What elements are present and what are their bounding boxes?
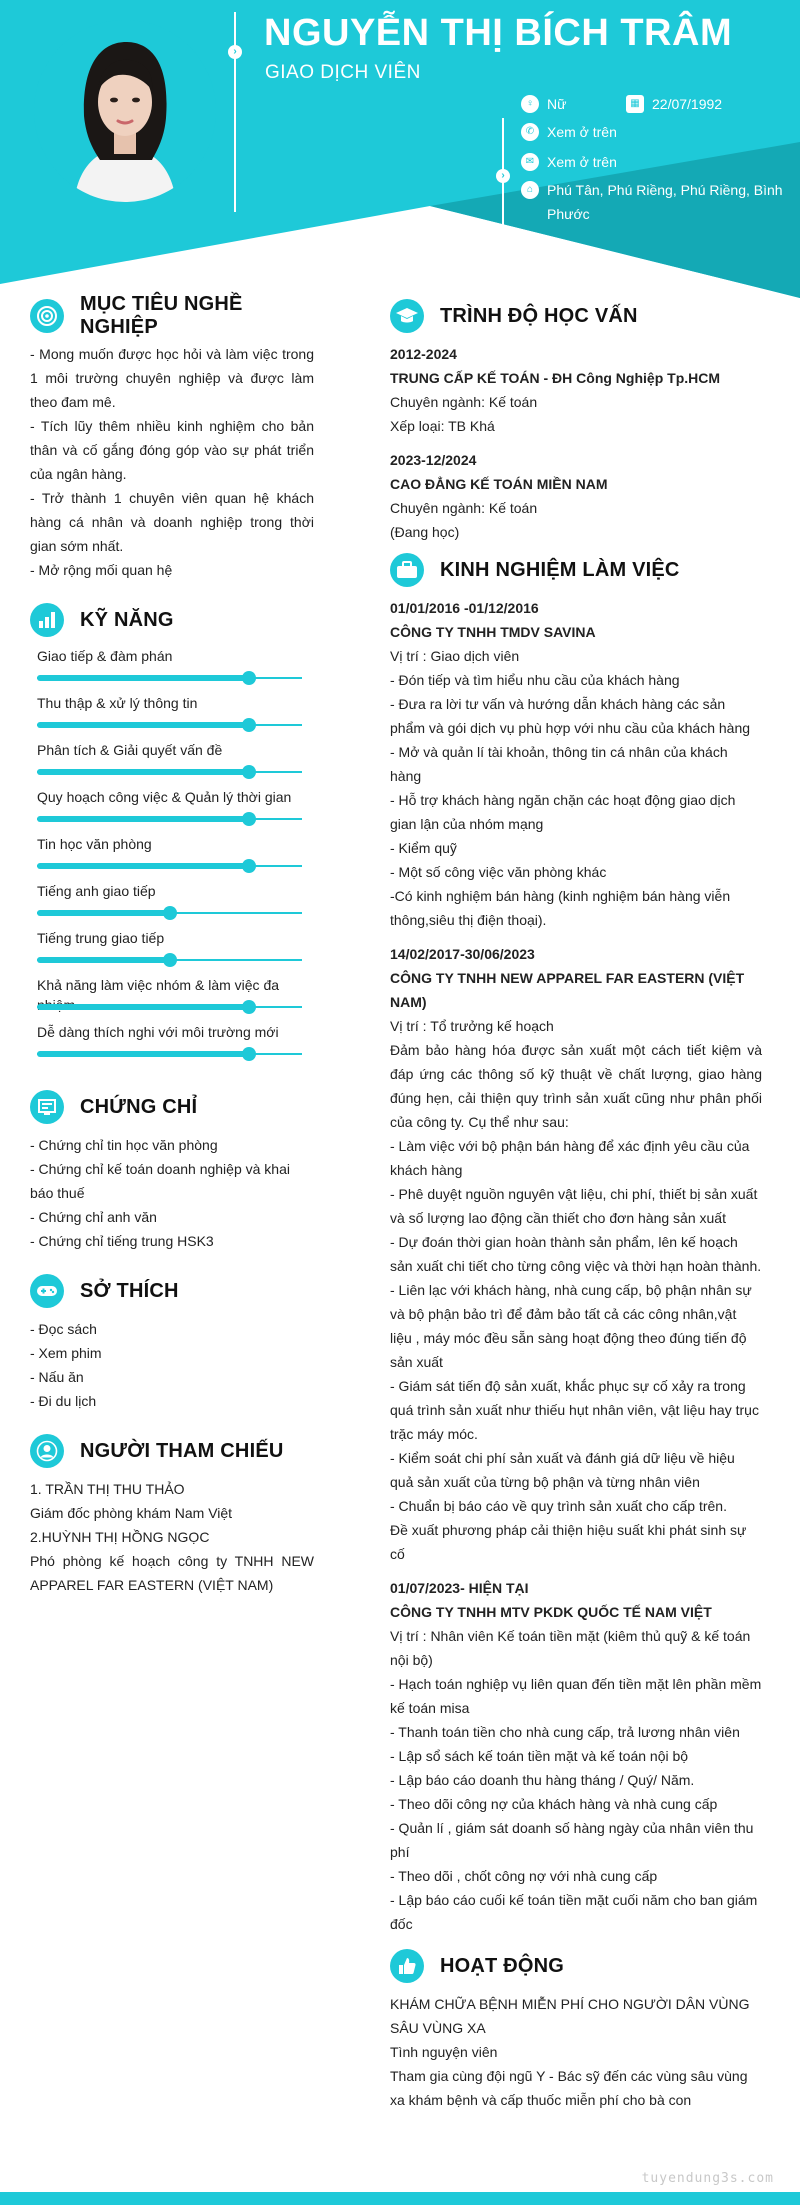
objective-line: - Tích lũy thêm nhiều kinh nghiệm cho bản thân và cố gắng đóng góp vào sự phát triển của ngân hàng. — [30, 418, 314, 482]
section-title: KINH NGHIỆM LÀM VIỆC — [440, 558, 680, 581]
gender-icon: ♀ — [521, 95, 539, 113]
section-title: CHỨNG CHỈ — [80, 1095, 198, 1118]
education-period: 2012-2024 — [390, 346, 457, 362]
skill-level-bar — [37, 1004, 249, 1010]
activities-list — [390, 1992, 762, 2112]
skill-level-knob — [163, 906, 177, 920]
reference-line: 1. TRẦN THỊ THU THẢO — [30, 1481, 185, 1497]
section-education-header — [390, 296, 762, 336]
gender-value: Nữ — [547, 96, 567, 112]
candidate-title: GIAO DỊCH VIÊN — [265, 62, 421, 83]
experience-line: Đề xuất phương pháp cải thiện hiệu suất khi phát sinh sự cố — [390, 1522, 747, 1562]
section-title: TRÌNH ĐỘ HỌC VẤN — [440, 304, 638, 327]
section-references-header — [30, 1431, 314, 1471]
activity-line: KHÁM CHỮA BỆNH MIỄN PHÍ CHO NGƯỜI DÂN VÙNG SÂU VÙNG XA — [390, 1996, 750, 2036]
skill-item — [30, 975, 314, 1022]
address-line-2: Phước — [547, 206, 590, 222]
skill-level-bar — [37, 957, 170, 963]
skill-label: Giao tiếp & đàm phán — [37, 648, 173, 664]
dob-value: 22/07/1992 — [652, 96, 723, 112]
experience-line: - Kiểm quỹ — [390, 840, 457, 856]
experience-line: - Đưa ra lời tư vấn và hướng dẫn khách hàng các sản phẩm và gói dịch vụ phù hợp với nhu cầu của khách hàng — [390, 696, 751, 736]
contact-email — [521, 150, 617, 174]
skill-label: Dễ dàng thích nghi với môi trường mới — [37, 1024, 279, 1040]
section-title: KỸ NĂNG — [80, 608, 174, 631]
objective-text — [30, 342, 314, 582]
experience-line: -Có kinh nghiệm bán hàng (kinh nghiệm bán hàng viễn thông,siêu thị điện thoại). — [390, 888, 731, 928]
education-period: 2023-12/2024 — [390, 452, 477, 468]
experience-line: Đảm bảo hàng hóa được sản xuất một cách tiết kiệm và đáp ứng các thông số kỹ thuật về chất lượng, giao hàng đúng hẹn, cải thiện quy trình sản xuất cũng như phân phối của công ty. Cụ thể như sau: — [390, 1042, 762, 1130]
target-icon — [30, 299, 64, 333]
contact-gender — [521, 92, 566, 116]
chevron-right-icon: › — [496, 169, 510, 183]
skill-item — [30, 1022, 314, 1069]
experience-line: - Quản lí , giám sát doanh số hàng ngày của nhân viên thu phí — [390, 1820, 754, 1860]
skill-level-knob — [242, 765, 256, 779]
skill-level-knob — [242, 859, 256, 873]
experience-line: - Lập báo cáo cuối kế toán tiền mặt cuối năm cho ban giám đốc — [390, 1892, 758, 1932]
skill-label: Phân tích & Giải quyết vấn đề — [37, 742, 223, 758]
experience-line: - Kiểm soát chi phí sản xuất và đánh giá dữ liệu về hiệu quả sản xuất của từng bộ phận và từng nhân viên — [390, 1450, 735, 1490]
experience-line: - Phê duyệt nguồn nguyên vật liệu, chi phí, thiết bị sản xuất và số lượng lao động cần thiết cho đơn hàng sản xuất — [390, 1186, 758, 1226]
education-detail: (Đang học) — [390, 524, 460, 540]
experience-line: - Hỗ trợ khách hàng ngăn chặn các hoạt động giao dịch gian lận của nhóm mạng — [390, 792, 736, 832]
skill-level-knob — [242, 812, 256, 826]
experience-company: CÔNG TY TNHH TMDV SAVINA — [390, 624, 596, 640]
thumbs-up-icon — [390, 1949, 424, 1983]
experience-line: - Hạch toán nghiệp vụ liên quan đến tiền mặt lên phần mềm kế toán misa — [390, 1676, 762, 1716]
education-item — [390, 342, 762, 438]
skill-level-bar — [37, 910, 170, 916]
address-line-1: Phú Tân, Phú Riềng, Phú Riềng, Bình — [547, 182, 783, 198]
experience-line: - Một số công việc văn phòng khác — [390, 864, 607, 880]
candidate-name: NGUYỄN THỊ BÍCH TRÂM — [264, 12, 733, 54]
experience-item — [390, 942, 762, 1566]
education-detail: Chuyên ngành: Kế toán — [390, 500, 538, 516]
skill-level-knob — [242, 1000, 256, 1014]
phone-icon: ✆ — [521, 123, 539, 141]
skill-level-knob — [242, 671, 256, 685]
experience-line: - Dự đoán thời gian hoàn thành sản phẩm, lên kế hoạch sản xuất chi tiết cho từng công việc và thời hạn hoàn thành. — [390, 1234, 762, 1274]
hobbies-list — [30, 1317, 314, 1413]
references-list — [30, 1477, 314, 1597]
experience-company: CÔNG TY TNHH MTV PKDK QUỐC TẾ NAM VIỆT — [390, 1604, 712, 1620]
activity-line: Tham gia cùng đội ngũ Y - Bác sỹ đến các vùng sâu vùng xa khám bệnh và cấp thuốc miễn phí cho bà con — [390, 2068, 748, 2108]
experience-company: CÔNG TY TNHH NEW APPAREL FAR EASTERN (VIỆT NAM) — [390, 970, 745, 1010]
footer-bar — [0, 2192, 800, 2205]
skill-label: Tiếng trung giao tiếp — [37, 930, 165, 946]
avatar — [34, 20, 216, 202]
skill-level-bar — [37, 816, 249, 822]
certificate-item: - Chứng chỉ tin học văn phòng — [30, 1137, 218, 1153]
hobby-item: - Đi du lịch — [30, 1393, 97, 1409]
skill-item — [30, 740, 314, 787]
skill-level-knob — [163, 953, 177, 967]
section-objective-header — [30, 293, 314, 338]
header-divider — [234, 12, 236, 212]
chevron-right-icon: › — [228, 45, 242, 59]
section-activities-header — [390, 1946, 762, 1986]
experience-line: - Giám sát tiến độ sản xuất, khắc phục sự cố xảy ra trong quá trình sản xuất như thiếu hụt nhân viên, vật liệu hay trục trặc máy móc. — [390, 1378, 759, 1442]
skill-level-bar — [37, 675, 249, 681]
briefcase-icon — [390, 553, 424, 587]
education-detail: Xếp loại: TB Khá — [390, 418, 495, 434]
education-item — [390, 448, 762, 544]
education-list — [390, 342, 762, 544]
objective-line: - Mở rộng mối quan hệ — [30, 562, 173, 578]
experience-line: - Theo dõi , chốt công nợ với nhà cung cấp — [390, 1868, 658, 1884]
section-experience-header — [390, 550, 762, 590]
education-detail: Chuyên ngành: Kế toán — [390, 394, 538, 410]
skill-item — [30, 646, 314, 693]
section-title: MỤC TIÊU NGHỀ NGHIỆP — [80, 293, 243, 338]
section-hobbies-header — [30, 1271, 314, 1311]
section-title: NGƯỜI THAM CHIẾU — [80, 1439, 284, 1462]
experience-line: - Liên lạc với khách hàng, nhà cung cấp, bộ phận nhân sự và bộ phận bảo trì để đảm bảo tất cả các công nhân,vật liệu , máy móc đều sẵn sàng hoạt động theo đúng tiến độ sản xuất — [390, 1282, 752, 1370]
email-icon: ✉ — [521, 153, 539, 171]
certificates-list — [30, 1133, 314, 1253]
skill-label: Tin học văn phòng — [37, 836, 152, 852]
experience-line: - Chuẩn bị báo cáo về quy trình sản xuất cho cấp trên. — [390, 1498, 727, 1514]
experience-line: Vị trí : Giao dịch viên — [390, 648, 520, 664]
skill-label: Tiếng anh giao tiếp — [37, 883, 156, 899]
education-school: CAO ĐẲNG KẾ TOÁN MIỀN NAM — [390, 476, 608, 492]
skill-item — [30, 834, 314, 881]
activity-line: Tình nguyện viên — [390, 2044, 498, 2060]
experience-list — [390, 596, 762, 1936]
left-column — [30, 293, 314, 1597]
skill-level-bar — [37, 1051, 249, 1057]
experience-line: - Làm việc với bộ phận bán hàng để xác định yêu cầu của khách hàng — [390, 1138, 750, 1178]
skills-list — [30, 646, 314, 1069]
skill-label: Thu thập & xử lý thông tin — [37, 695, 198, 711]
certificate-icon — [30, 1090, 64, 1124]
right-column — [390, 296, 762, 2112]
graduation-cap-icon — [390, 299, 424, 333]
experience-period: 14/02/2017-30/06/2023 — [390, 946, 535, 962]
experience-line: Vị trí : Tổ trưởng kế hoạch — [390, 1018, 554, 1034]
portrait-image — [34, 20, 216, 202]
skill-item — [30, 787, 314, 834]
objective-line: - Mong muốn được học hỏi và làm việc trong 1 môi trường chuyên nghiệp và được làm theo đam mê. — [30, 346, 314, 410]
home-icon: ⌂ — [521, 181, 539, 199]
gamepad-icon — [30, 1274, 64, 1308]
calendar-icon: ▦ — [626, 95, 644, 113]
email-value: Xem ở trên — [547, 154, 617, 170]
contact-phone — [521, 120, 617, 144]
section-skills-header — [30, 600, 314, 640]
experience-line: - Mở và quản lí tài khoản, thông tin cá nhân của khách hàng — [390, 744, 728, 784]
certificate-item: - Chứng chỉ kế toán doanh nghiệp và khai báo thuế — [30, 1161, 290, 1201]
experience-line: Vị trí : Nhân viên Kế toán tiền mặt (kiêm thủ quỹ & kế toán nội bộ) — [390, 1628, 751, 1668]
certificate-item: - Chứng chỉ tiếng trung HSK3 — [30, 1233, 214, 1249]
experience-line: - Thanh toán tiền cho nhà cung cấp, trả lương nhân viên — [390, 1724, 740, 1740]
education-school: TRUNG CẤP KẾ TOÁN - ĐH Công Nghiệp Tp.HCM — [390, 370, 721, 386]
skill-item — [30, 928, 314, 975]
section-certificates-header — [30, 1087, 314, 1127]
bar-chart-icon — [30, 603, 64, 637]
phone-value: Xem ở trên — [547, 124, 617, 140]
skill-item — [30, 693, 314, 740]
contact-dob — [626, 92, 722, 116]
section-title: HOẠT ĐỘNG — [440, 1954, 565, 1977]
resume-header — [0, 0, 800, 300]
skill-label: Quy hoạch công việc & Quản lý thời gian — [37, 789, 292, 805]
hobby-item: - Xem phim — [30, 1345, 102, 1361]
skill-level-bar — [37, 863, 249, 869]
reference-line: Phó phòng kế hoạch công ty TNHH NEW APPAREL FAR EASTERN (VIỆT NAM) — [30, 1553, 314, 1593]
experience-period: 01/07/2023- HIỆN TẠI — [390, 1580, 529, 1596]
watermark: tuyendung3s.com — [641, 2171, 774, 2186]
experience-line: - Lập sổ sách kế toán tiền mặt và kế toán nội bộ — [390, 1748, 689, 1764]
experience-line: - Lập báo cáo doanh thu hàng tháng / Quý/ Năm. — [390, 1772, 695, 1788]
skill-label: Khả năng làm việc nhóm & làm việc đa — [37, 977, 280, 993]
skill-item — [30, 881, 314, 928]
experience-line: - Theo dõi công nợ của khách hàng và nhà cung cấp — [390, 1796, 718, 1812]
hobby-item: - Đọc sách — [30, 1321, 97, 1337]
hobby-item: - Nấu ăn — [30, 1369, 84, 1385]
skill-level-bar — [37, 722, 249, 728]
section-title: SỞ THÍCH — [80, 1279, 179, 1302]
experience-period: 01/01/2016 -01/12/2016 — [390, 600, 539, 616]
experience-item — [390, 596, 762, 932]
user-icon — [30, 1434, 64, 1468]
experience-line: - Đón tiếp và tìm hiểu nhu cầu của khách hàng — [390, 672, 680, 688]
objective-line: - Trở thành 1 chuyên viên quan hệ khách hàng cá nhân và doanh nghiệp trong thời gian sớm nhất. — [30, 490, 314, 554]
experience-item — [390, 1576, 762, 1936]
contact-address — [521, 178, 783, 226]
certificate-item: - Chứng chỉ anh văn — [30, 1209, 157, 1225]
reference-line: 2.HUỲNH THỊ HỒNG NGỌC — [30, 1529, 210, 1545]
skill-level-knob — [242, 1047, 256, 1061]
reference-line: Giám đốc phòng khám Nam Việt — [30, 1505, 233, 1521]
skill-level-bar — [37, 769, 249, 775]
skill-level-knob — [242, 718, 256, 732]
